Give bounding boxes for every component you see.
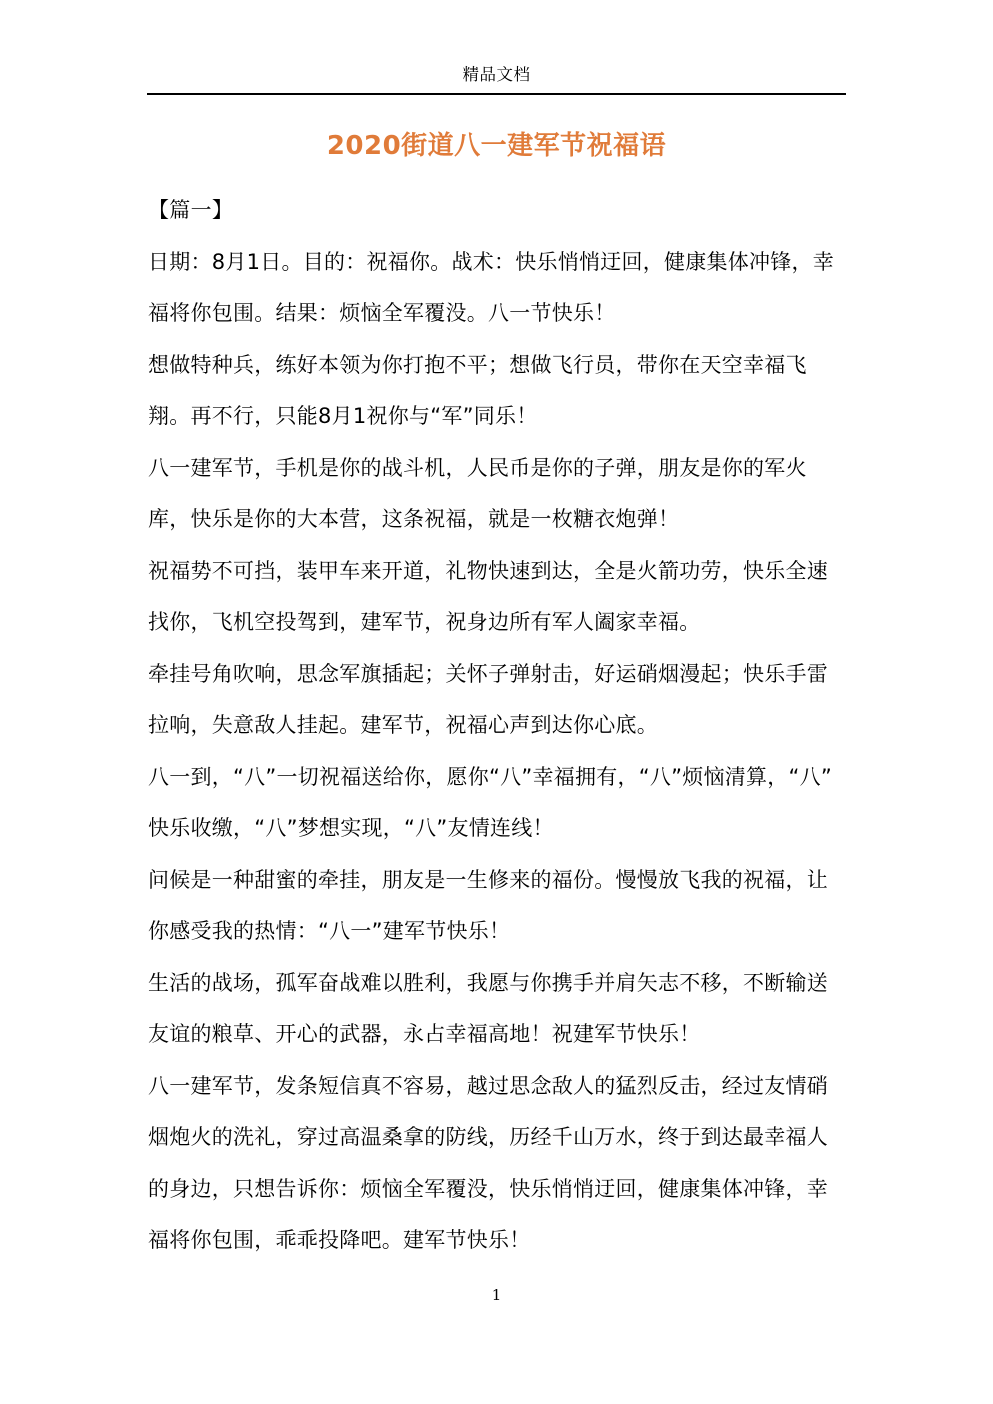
paragraph: 日期：8月1日。目的：祝福你。战术：快乐悄悄迂回，健康集体冲锋，幸福将你包围。结果：烦恼全军覆没。八一节快乐！ <box>148 249 834 325</box>
header-watermark-text: 精品文档 <box>462 65 531 84</box>
page-number: 1 <box>491 1286 502 1304</box>
document-body <box>148 185 848 1267</box>
paragraph: 八一建军节，手机是你的战斗机，人民币是你的子弹，朋友是你的军火库，快乐是你的大本营，这条祝福，就是一枚糖衣炮弹！ <box>148 455 807 531</box>
section-label-pian-yi: 【篇一】 <box>148 198 234 222</box>
paragraph: 祝福势不可挡，装甲车来开道，礼物快速到达，全是火箭功劳，快乐全速找你，飞机空投驾到，建军节，祝身边所有军人阖家幸福。 <box>148 558 828 634</box>
paragraph: 想做特种兵，练好本领为你打抱不平；想做飞行员，带你在天空幸福飞翔。再不行，只能8月1祝你与“军”同乐！ <box>148 352 807 428</box>
paragraph: 八一建军节，发条短信真不容易，越过思念敌人的猛烈反击，经过友情硝烟炮火的洗礼，穿过高温桑拿的防线，历经千山万水，终于到达最幸福人的身边，只想告诉你：烦恼全军覆没，快乐悄悄迂回，健康集体冲锋，幸福将你包围，乖乖投降吧。建军节快乐！ <box>148 1073 828 1252</box>
page-footer <box>0 1285 993 1305</box>
page-title: 2020街道八一建军节祝福语 <box>326 131 667 161</box>
header-divider-rule <box>147 93 846 95</box>
paragraph: 八一到，“八”一切祝福送给你，愿你“八”幸福拥有，“八”烦恼清算，“八”快乐收缴，“八”梦想实现，“八”友情连线！ <box>148 764 833 840</box>
paragraph: 问候是一种甜蜜的牵挂，朋友是一生修来的福份。慢慢放飞我的祝福，让你感受我的热情：“八一”建军节快乐！ <box>148 867 828 943</box>
paragraph: 牵挂号角吹响，思念军旗插起；关怀子弹射击，好运硝烟漫起；快乐手雷拉响，失意敌人挂起。建军节，祝福心声到达你心底。 <box>148 661 828 737</box>
paragraph: 生活的战场，孤军奋战难以胜利，我愿与你携手并肩矢志不移，不断输送友谊的粮草、开心的武器，永占幸福高地！祝建军节快乐！ <box>148 970 828 1046</box>
page-header <box>147 64 846 86</box>
